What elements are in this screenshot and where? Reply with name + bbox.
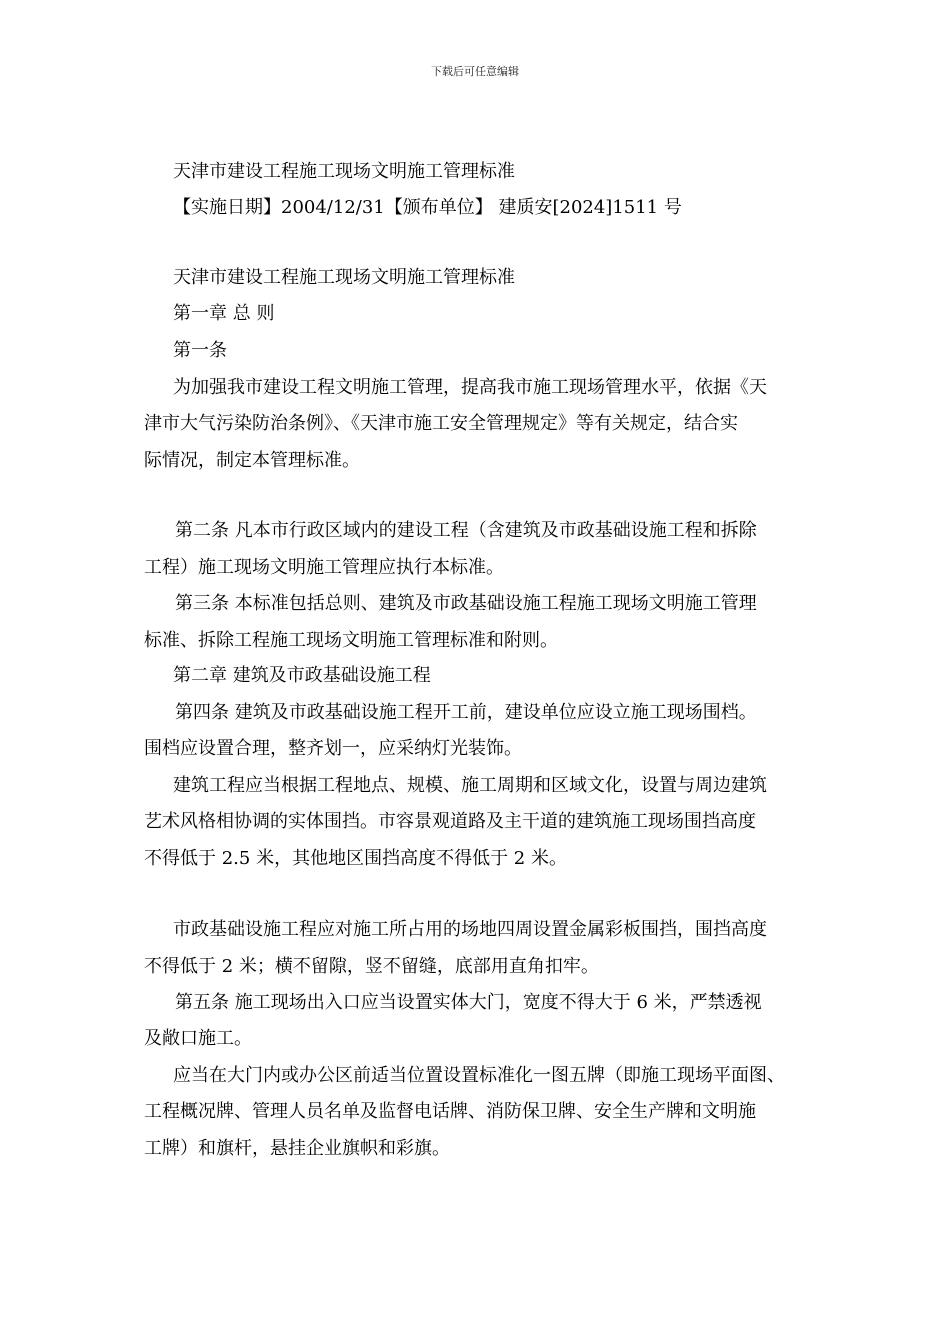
article-1-heading: 第一条 [173,340,227,361]
article-5-paragraph-2-line: 工牌）和旗杆，悬挂企业旗帜和彩旗。 [144,1138,450,1159]
article-2-line: 第二条 凡本市行政区域内的建设工程（含建筑及市政基础设施工程和拆除 [175,520,757,541]
chapter-1-heading: 第一章 总 则 [173,303,275,324]
article-2-line: 工程）施工现场文明施工管理应执行本标准。 [144,557,504,578]
article-4-line: 第四条 建筑及市政基础设施工程开工前，建设单位应设立施工现场围档。 [175,702,757,723]
document-title: 天津市建设工程施工现场文明施工管理标准 [173,161,515,182]
page-header-note: 下载后可任意编辑 [431,65,519,78]
article-4-paragraph-3-line: 不得低于 2 米；横不留隙，竖不留缝，底部用直角扣牢。 [144,956,599,977]
article-4-paragraph-2-line: 艺术风格相协调的实体围挡。市容景观道路及主干道的建筑施工现场围挡高度 [144,811,756,832]
article-4-paragraph-3-line: 市政基础设施工程应对施工所占用的场地四周设置金属彩板围挡，围挡高度 [173,919,767,940]
article-5-line: 及敞口施工。 [144,1028,252,1049]
document-title-repeat: 天津市建设工程施工现场文明施工管理标准 [173,267,515,288]
article-1-line: 际情况，制定本管理标准。 [144,450,360,471]
article-5-line: 第五条 施工现场出入口应当设置实体大门，宽度不得大于 6 米，严禁透视 [175,992,762,1013]
chapter-2-heading: 第二章 建筑及市政基础设施工程 [173,665,431,686]
document-meta: 【实施日期】2004/12/31【颁布单位】 建质安[2024]1511 号 [173,197,682,218]
article-5-paragraph-2-line: 应当在大门内或办公区前适当位置设置标准化一图五牌（即施工现场平面图、 [173,1065,785,1086]
article-1-line: 津市大气污染防治条例》、《天津市施工安全管理规定》等有关规定，结合实 [144,413,738,434]
article-1-line: 为加强我市建设工程文明施工管理，提高我市施工现场管理水平，依据《天 [173,377,767,398]
article-5-paragraph-2-line: 工程概况牌、管理人员名单及监督电话牌、消防保卫牌、安全生产牌和文明施 [144,1101,756,1122]
article-3-line: 第三条 本标准包括总则、建筑及市政基础设施工程施工现场文明施工管理 [175,593,757,614]
article-4-line: 围档应设置合理，整齐划一，应采纳灯光装饰。 [144,738,522,759]
article-4-paragraph-2-line: 不得低于 2.5 米，其他地区围挡高度不得低于 2 米。 [144,848,567,869]
article-4-paragraph-2-line: 建筑工程应当根据工程地点、规模、施工周期和区域文化，设置与周边建筑 [173,775,767,796]
article-3-line: 标准、拆除工程施工现场文明施工管理标准和附则。 [144,630,558,651]
